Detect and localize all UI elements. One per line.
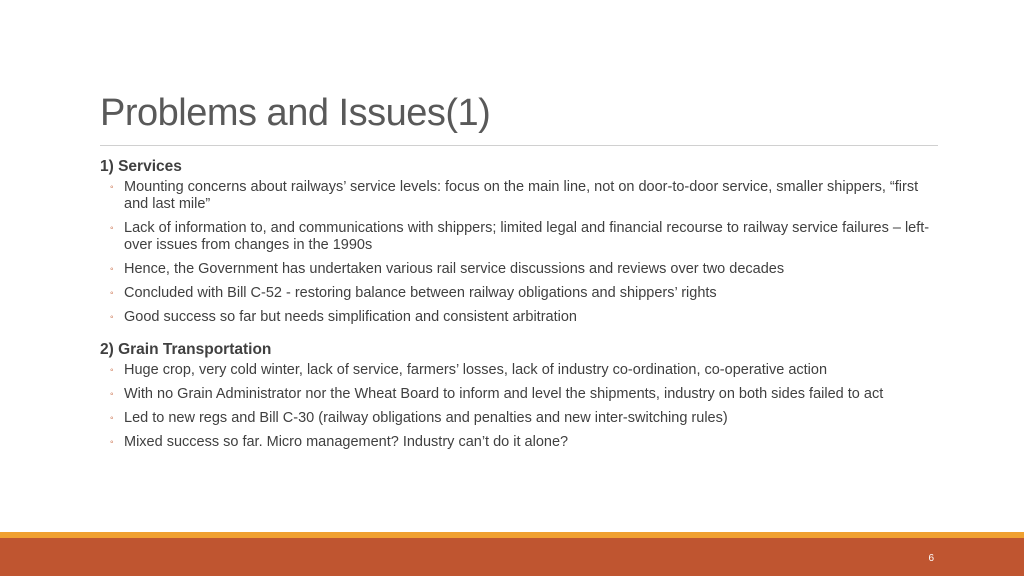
slide-content	[100, 157, 945, 458]
list-item-text: Good success so far but needs simplification and consistent arbitration	[124, 309, 577, 325]
page-number: 6	[928, 553, 934, 564]
bullet-icon: ◦	[110, 312, 114, 323]
grain-bullet-list	[100, 362, 945, 451]
section-heading-services: 1) Services	[100, 158, 182, 175]
bullet-icon: ◦	[110, 264, 114, 275]
list-item-text: Hence, the Government has undertaken various rail service discussions and reviews over two decades	[124, 261, 785, 277]
bullet-icon: ◦	[110, 182, 114, 193]
list-item-text: With no Grain Administrator nor the Wheat Board to inform and level the shipments, industry on both sides failed to act	[124, 386, 884, 402]
bullet-icon: ◦	[110, 365, 114, 376]
services-bullet-list	[100, 179, 945, 326]
bullet-icon: ◦	[110, 223, 114, 234]
bullet-icon: ◦	[110, 437, 114, 448]
section-heading-grain-transportation: 2) Grain Transportation	[100, 341, 272, 358]
list-item-text: Mixed success so far. Micro management? Industry can’t do it alone?	[124, 434, 569, 450]
list-item	[100, 410, 945, 427]
bullet-icon: ◦	[110, 288, 114, 299]
list-item	[100, 285, 945, 302]
slide-title: Problems and Issues(1)	[100, 92, 491, 134]
list-item-text: Mounting concerns about railways’ service levels: focus on the main line, not on door-to-door service, smaller shippers, “first and last mile”	[124, 179, 919, 212]
bullet-icon: ◦	[110, 389, 114, 400]
list-item-text: Huge crop, very cold winter, lack of service, farmers’ losses, lack of industry co-ordination, co-operative action	[124, 362, 828, 378]
list-item	[100, 261, 945, 278]
list-item-text: Led to new regs and Bill C-30 (railway obligations and penalties and new inter-switching rules)	[124, 410, 728, 426]
list-item	[100, 362, 945, 379]
title-divider	[100, 145, 938, 146]
list-item	[100, 309, 945, 326]
list-item-text: Lack of information to, and communications with shippers; limited legal and financial recourse to railway service failures – left-over issues from changes in the 1990s	[124, 220, 930, 253]
list-item-text: Concluded with Bill C-52 - restoring balance between railway obligations and shippers’ rights	[124, 285, 717, 301]
bullet-icon: ◦	[110, 413, 114, 424]
list-item	[100, 179, 945, 213]
footer-bar	[0, 538, 1024, 576]
list-item	[100, 434, 945, 451]
list-item	[100, 220, 945, 254]
list-item	[100, 386, 945, 403]
